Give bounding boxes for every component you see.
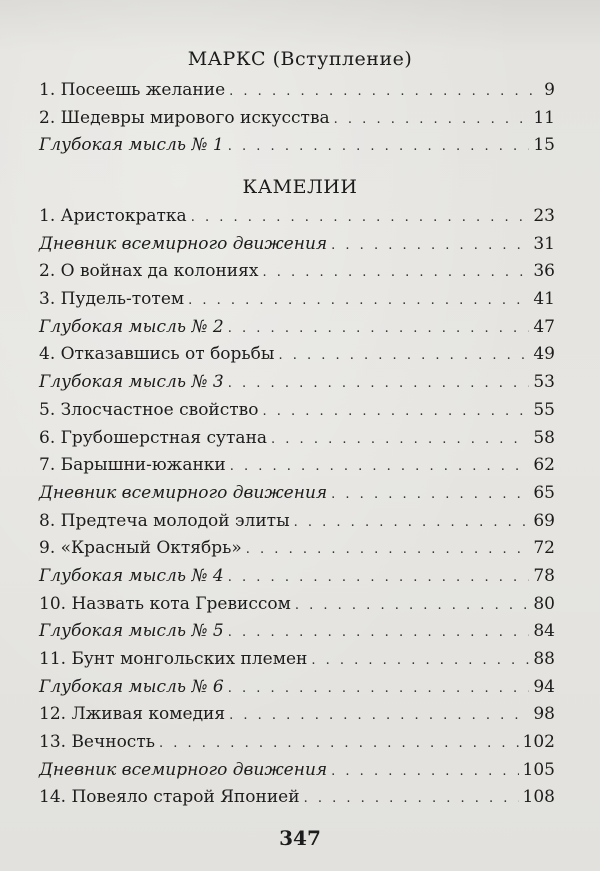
toc-entry	[39, 787, 555, 815]
dot-leader	[331, 764, 518, 779]
dot-leader	[228, 570, 530, 585]
toc-entry-title: 5. Злосчастное свойство	[39, 399, 259, 420]
toc-entry	[39, 80, 555, 108]
toc-entry-title: 12. Лживая комедия	[39, 704, 226, 725]
dot-leader	[228, 376, 530, 391]
toc-entry-page: 102	[522, 732, 555, 753]
toc-entry-page: 41	[533, 289, 555, 310]
toc-entry-page: 47	[533, 316, 555, 337]
toc-entry-page: 36	[533, 261, 555, 282]
toc-entry-page: 98	[533, 704, 555, 725]
toc-entry-page: 84	[533, 621, 555, 642]
toc-entry-title: 6. Грубошерстная сутана	[39, 427, 268, 448]
toc-list-marx	[39, 80, 555, 163]
toc-entry-page: 53	[533, 372, 555, 393]
toc-entry-title: Глубокая мысль № 3	[39, 372, 224, 393]
toc-entry	[39, 704, 555, 732]
toc-entry-page: 69	[533, 510, 555, 531]
dot-leader	[229, 84, 540, 99]
section-heading-camellia: КАМЕЛИИ	[242, 176, 358, 198]
page-number: 347	[279, 826, 321, 850]
toc-entry-page: 15	[533, 135, 555, 156]
toc-entry-title: Глубокая мысль № 1	[39, 135, 224, 156]
toc-entry	[39, 135, 555, 163]
toc-entry	[39, 261, 555, 289]
dot-leader	[262, 265, 529, 280]
section-heading-marx: МАРКС (Вступление)	[187, 48, 413, 70]
toc-entry	[39, 372, 555, 400]
toc-entry	[39, 428, 555, 456]
toc-entry	[39, 206, 555, 234]
toc-entry-page: 23	[533, 206, 555, 226]
toc-entry-page: 72	[533, 538, 555, 559]
toc-entry-title: 2. О войнах да колониях	[39, 261, 259, 282]
toc-entry	[39, 400, 555, 428]
toc-entry	[39, 538, 555, 566]
toc-entry-title: 13. Вечность	[39, 732, 155, 753]
toc-entry-page: 65	[533, 482, 555, 503]
toc-entry	[39, 566, 555, 594]
dot-leader	[334, 112, 530, 127]
toc-entry-page: 9	[544, 80, 555, 100]
toc-entry	[39, 317, 555, 345]
toc-entry-title: 9. «Красный Октябрь»	[39, 538, 242, 559]
toc-entry-title: Дневник всемирного движения	[39, 759, 328, 780]
toc-entry	[39, 677, 555, 705]
toc-entry	[39, 344, 555, 372]
toc-entry	[39, 289, 555, 317]
toc-entry-title: Дневник всемирного движения	[39, 482, 328, 503]
dot-leader	[278, 348, 529, 363]
dot-leader	[271, 432, 529, 447]
dot-leader	[229, 708, 529, 723]
toc-entry-title: Глубокая мысль № 5	[39, 621, 224, 642]
dot-leader	[331, 487, 529, 502]
toc-entry-page: 94	[533, 676, 555, 697]
toc-entry-title: 4. Отказавшись от борьбы	[39, 344, 275, 365]
toc-entry-page: 58	[533, 427, 555, 448]
dot-leader	[228, 681, 530, 696]
toc-entry-page: 11	[533, 107, 555, 128]
toc-entry-title: 10. Назвать кота Гревиссом	[39, 593, 291, 614]
toc-entry	[39, 649, 555, 677]
toc-list-camellia	[39, 206, 555, 815]
dot-leader	[228, 139, 530, 154]
dot-leader	[304, 791, 519, 806]
toc-entry-page: 31	[533, 233, 555, 254]
toc-entry	[39, 621, 555, 649]
dot-leader	[295, 598, 530, 613]
toc-entry	[39, 483, 555, 511]
toc-entry-title: 14. Повеяло старой Японией	[39, 787, 300, 808]
toc-entry-page: 105	[522, 759, 555, 780]
toc-entry	[39, 511, 555, 539]
toc-entry-page: 88	[533, 649, 555, 669]
toc-entry	[39, 455, 555, 483]
dot-leader	[230, 459, 530, 474]
dot-leader	[246, 542, 530, 557]
toc-entry	[39, 108, 555, 136]
toc-entry-title: 7. Барышни-южанки	[39, 455, 226, 476]
toc-entry-page: 62	[533, 455, 555, 476]
dot-leader	[191, 210, 530, 225]
toc-entry-page: 78	[533, 565, 555, 586]
toc-entry-title: 1. Посеешь желание	[39, 80, 226, 100]
dot-leader	[331, 238, 529, 253]
toc-entry-page: 55	[533, 399, 555, 420]
toc-entry-title: 2. Шедевры мирового искусства	[39, 107, 330, 128]
toc-entry	[39, 594, 555, 622]
toc-entry-page: 49	[533, 344, 555, 365]
toc-entry	[39, 234, 555, 262]
toc-entry-title: Глубокая мысль № 6	[39, 676, 224, 697]
toc-entry-page: 108	[522, 787, 555, 808]
dot-leader	[294, 515, 530, 530]
toc-entry-title: Глубокая мысль № 2	[39, 316, 224, 337]
dot-leader	[159, 736, 519, 751]
dot-leader	[228, 321, 530, 336]
toc-entry-title: Дневник всемирного движения	[39, 233, 328, 254]
toc-entry	[39, 732, 555, 760]
dot-leader	[188, 293, 529, 308]
dot-leader	[311, 653, 529, 668]
toc-entry-title: 8. Предтеча молодой элиты	[39, 510, 290, 531]
toc-entry-title: 11. Бунт монгольских племен	[39, 649, 308, 669]
toc-entry-page: 80	[533, 593, 555, 614]
toc-entry-title: Глубокая мысль № 4	[39, 565, 224, 586]
dot-leader	[228, 625, 530, 640]
toc-entry-title: 3. Пудель-тотем	[39, 289, 185, 310]
dot-leader	[263, 404, 530, 419]
toc-entry	[39, 760, 555, 788]
toc-entry-title: 1. Аристократка	[39, 206, 187, 226]
